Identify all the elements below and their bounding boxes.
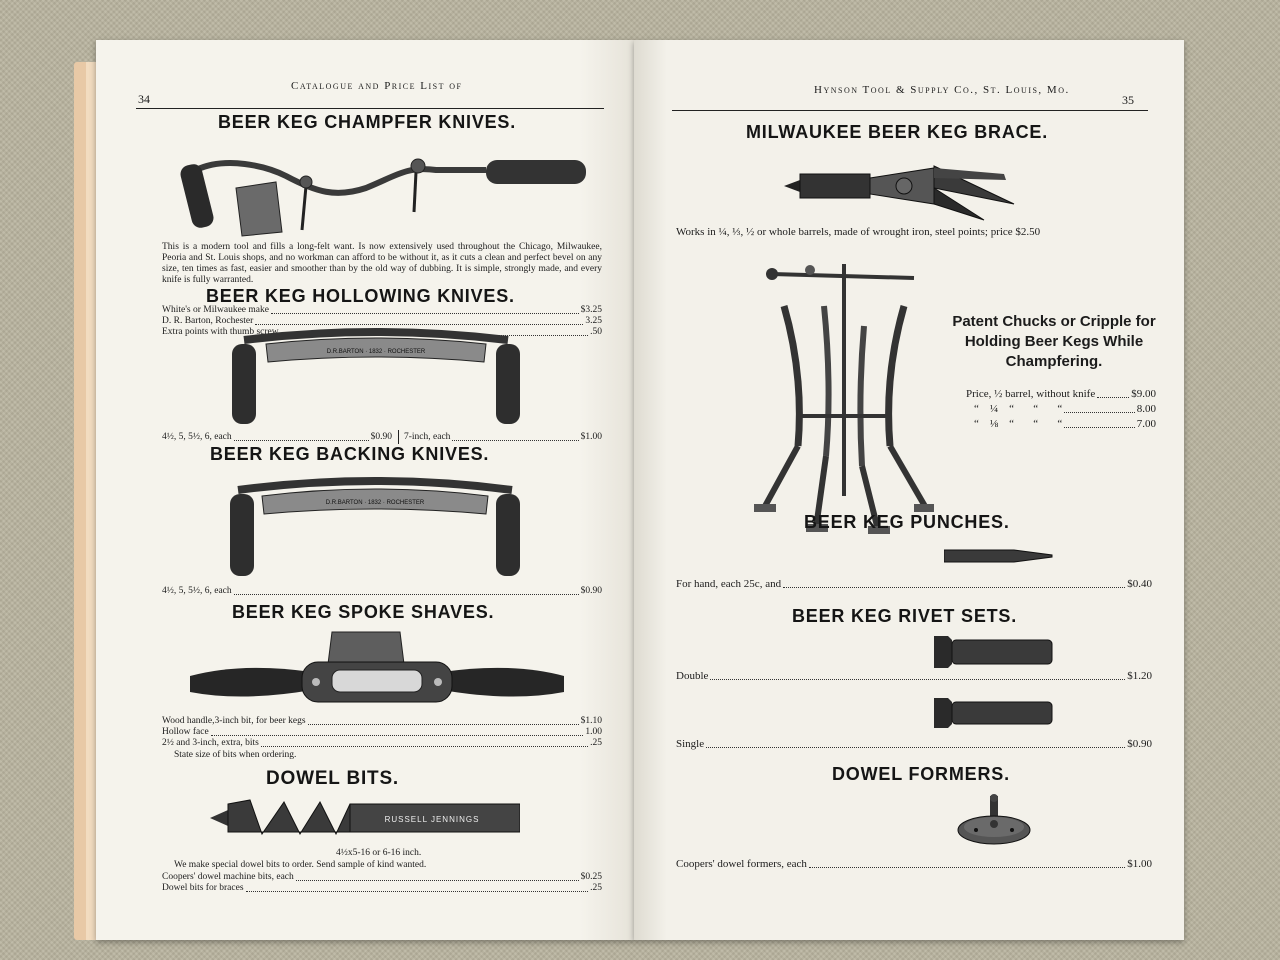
price-label: White's or Milwaukee make [162,305,269,315]
champfer-knives-title: BEER KEG CHAMPFER KNIVES. [218,112,517,132]
price-row-dowel-formers [676,858,1152,871]
chucks-title-line: Champfering. [1005,353,1103,370]
spoke-note: State size of bits when ordering. [174,750,297,760]
dowel-former-illustration [954,794,1034,848]
price-label: Hollow face [162,727,209,737]
price-label: Price, ½ barrel, without knife [966,388,1096,400]
price-row-chucks-3 [974,418,1156,431]
page-number-left: 34 [138,92,150,106]
price-value: $1.20 [1127,670,1152,682]
price-label: 7-inch, each [404,432,451,442]
price-label: For hand, each 25c, and [676,578,782,590]
price-row-chucks-1 [966,388,1156,401]
dowel-formers-title: DOWEL FORMERS. [832,764,1010,784]
spoke-shave-illustration [182,628,572,712]
price-value: $1.00 [580,432,602,442]
price-value: .25 [590,738,602,748]
hollowing-knife-illustration [226,322,526,428]
price-value: $0.90 [370,432,392,442]
right-page [634,40,1184,940]
punches-title: BEER KEG PUNCHES. [804,512,1010,532]
price-row-hollowing-a [162,432,392,443]
price-value: $1.00 [1127,858,1152,870]
price-row-spoke-1 [162,716,602,727]
hollowing-knives-title: BEER KEG HOLLOWING KNIVES. [206,286,515,306]
brace-caption: Works in ¼, ⅓, ½ or whole barrels, made of wrought iron, steel points; price $2.50 [676,226,1041,238]
champfer-knife-illustration [156,136,616,240]
price-label: 4½, 5, 5½, 6, each [162,432,232,442]
running-head-left: Catalogue and Price List of [291,80,463,92]
champfer-description: This is a modern tool and fills a long-felt want. Is now extensively used throughout the Chicago, Milwaukee, Peoria and St. Louis shops, and no workman can afford to be without it, as it cuts a clean and perfect bevel on any size, ten times as fast, easier and smoother than by the old way of dubbing. It is simple, strongly made, and every knife is fully warranted. [162,242,602,285]
running-head-right: Hynson Tool & Supply Co., St. Louis, Mo. [814,84,1070,96]
price-value: .25 [590,883,602,893]
price-row-rivet-double [676,670,1152,683]
dowel-bits-title: DOWEL BITS. [266,768,400,789]
price-label: “ ⅛ “ “ “ [974,418,1063,430]
page-number-right: 35 [1122,93,1134,107]
price-label: Single [676,738,705,750]
price-row-chucks-2 [974,403,1156,416]
hollowing-blade-mark: D.R.BARTON · 1832 · ROCHESTER [326,349,426,355]
dowel-bit-size: 4½x5-16 or 6-16 inch. [336,848,422,858]
chucks-title-line: Holding Beer Kegs While [964,333,1144,350]
price-value: $0.90 [1127,738,1152,750]
price-value: $9.00 [1131,388,1156,400]
price-label: Double [676,670,709,682]
dowel-bit-mark: RUSSELL JENNINGS [384,815,480,824]
backing-blade-mark: D.R.BARTON · 1832 · ROCHESTER [325,500,425,506]
price-row-rivet-single [676,738,1152,751]
backing-knives-title: BEER KEG BACKING KNIVES. [210,444,490,464]
price-label: 2½ and 3-inch, extra, bits [162,738,259,748]
price-row-dowel-bits-2 [162,883,602,894]
brace-illustration [784,148,1034,224]
price-label: “ ¼ “ “ “ [974,403,1063,415]
price-label: Coopers' dowel machine bits, each [162,872,294,882]
price-label: Extra points with thumb screw [162,327,279,337]
price-value: $3.25 [580,305,602,315]
rivet-sets-title: BEER KEG RIVET SETS. [792,606,1018,626]
price-value: $0.40 [1127,578,1152,590]
price-label: Dowel bits for braces [162,883,244,893]
punch-illustration [944,546,1054,566]
chucks-title-line: Patent Chucks or Cripple for [952,313,1156,330]
price-divider [398,430,399,444]
price-row-backing [162,586,602,597]
header-rule [136,108,604,109]
price-row-punches [676,578,1152,591]
price-row-hollowing-b [404,432,602,443]
price-value: 1.00 [585,727,602,737]
chucks-title [934,312,1174,372]
dowel-bit-note: We make special dowel bits to order. Send sample of kind wanted. [174,860,427,870]
price-label: D. R. Barton, Rochester [162,316,254,326]
price-label: Wood handle,3-inch bit, for beer kegs [162,716,306,726]
open-catalogue-book [76,40,1184,940]
spoke-shaves-title: BEER KEG SPOKE SHAVES. [232,602,495,622]
milwaukee-brace-title: MILWAUKEE BEER KEG BRACE. [746,122,1049,142]
price-value: $0.25 [580,872,602,882]
rivet-set-double-illustration [934,634,1054,670]
backing-knife-illustration [220,470,530,580]
price-row-spoke-3 [162,738,602,749]
header-rule [672,110,1148,111]
price-value: .50 [590,327,602,337]
price-value: $1.10 [580,716,602,726]
price-value: $0.90 [580,586,602,596]
price-row-dowel-bits-1 [162,872,602,883]
price-label: 4½, 5, 5½, 6, each [162,586,232,596]
rivet-set-single-illustration [934,696,1054,730]
price-label: Coopers' dowel formers, each [676,858,807,870]
price-value: 7.00 [1136,418,1156,430]
chuck-cripple-illustration [754,246,934,534]
dowel-bit-illustration [210,794,520,842]
left-page [96,40,634,940]
price-value: 3.25 [585,316,602,326]
price-value: 8.00 [1136,403,1156,415]
price-row-spoke-2 [162,727,602,738]
